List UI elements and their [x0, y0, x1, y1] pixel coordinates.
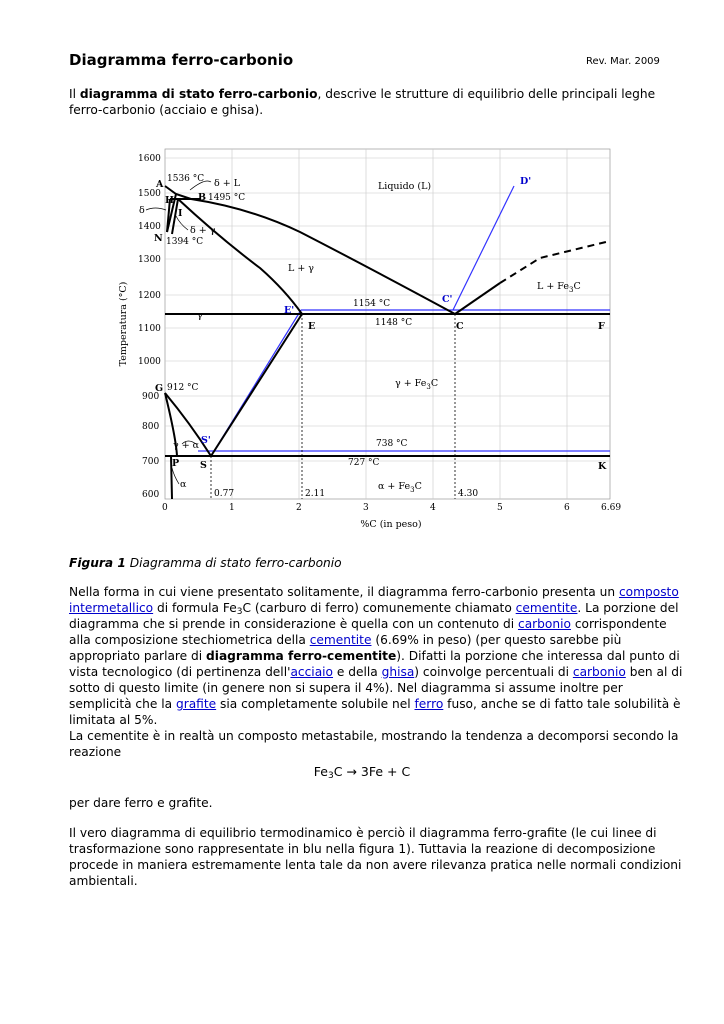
- y-tick: 1500: [138, 189, 161, 199]
- y-tick: 1100: [138, 324, 161, 334]
- revision-date: Rev. Mar. 2009: [586, 56, 660, 67]
- point-G: G: [155, 383, 164, 394]
- text: ). Difatti la porzione che interessa dal punto di vista tecnologico (di pertinenza dell': [69, 649, 680, 679]
- link-ghisa[interactable]: ghisa: [381, 665, 415, 679]
- temp-1394: 1394 °C: [166, 237, 204, 247]
- subscript: 3: [236, 607, 243, 617]
- text: fuso, anche se di fatto tale solubilità è limitata al 5%.: [69, 697, 681, 727]
- temp-727: 727 °C: [348, 458, 380, 468]
- caption-number: Figura 1: [69, 556, 126, 570]
- eq-subscript: 3: [328, 771, 334, 781]
- link-acciaio[interactable]: acciaio: [290, 665, 334, 679]
- label-L-fe3c: $L + Fe_3C$: [537, 281, 581, 294]
- y-tick: 800: [142, 422, 160, 432]
- text: ) coinvolge percentuali di: [414, 665, 573, 679]
- text: ben al di sotto di questo limite (in genere non si supera il 4%). Nel diagramma si assume inoltre per semplicità che la: [69, 665, 683, 711]
- intro-text: Il: [69, 87, 80, 101]
- intro-paragraph: [69, 86, 681, 118]
- label-delta-gamma: δ + γ: [190, 225, 216, 236]
- label-delta-L: δ + L: [214, 178, 241, 189]
- point-Cp: C': [442, 294, 453, 305]
- label-alpha-fe3c: $\alpha + Fe_3C$: [378, 481, 422, 494]
- text: La cementite è in realtà un composto metastabile, mostrando la tendenza a decomporsi secondo la reazione: [69, 729, 679, 759]
- body-paragraph-2: per dare ferro e grafite.: [69, 796, 213, 810]
- comp-430: 4.30: [458, 489, 479, 499]
- y-tick: 1400: [138, 222, 161, 232]
- x-tick: 4: [430, 503, 436, 513]
- y-tick: 700: [142, 457, 160, 467]
- link-carbonio[interactable]: carbonio: [572, 665, 626, 679]
- point-P: P: [172, 458, 180, 469]
- label-gamma: γ: [197, 310, 203, 321]
- x-tick: 1: [229, 503, 235, 513]
- point-K: K: [598, 461, 607, 472]
- link-ferro[interactable]: ferro: [414, 697, 444, 711]
- x-ticks: [162, 503, 621, 513]
- y-tick: 1200: [138, 291, 161, 301]
- x-axis-label: %C (in peso): [360, 519, 422, 530]
- label-gamma-fe3c: $\gamma + Fe_3C$: [395, 378, 439, 391]
- label-delta: δ: [139, 205, 145, 216]
- temp-1536: 1536 °C: [167, 174, 205, 184]
- link-cementite[interactable]: cementite: [309, 633, 372, 647]
- comp-211: 2.11: [305, 489, 326, 499]
- x-tick: 2: [296, 503, 302, 513]
- y-axis-label: Temperatura (°C): [118, 281, 129, 367]
- text: (6.69% in peso) (per questo sarebbe più appropriato parlare di: [69, 633, 622, 663]
- x-tick: 6.69: [601, 503, 622, 513]
- temp-738: 738 °C: [376, 439, 408, 449]
- eq-text: Fe: [313, 764, 328, 779]
- text: e della: [333, 665, 382, 679]
- figure-caption: [69, 556, 342, 570]
- page-title: Diagramma ferro-carbonio: [69, 51, 294, 69]
- link-grafite[interactable]: grafite: [175, 697, 217, 711]
- phase-diagram-svg: [110, 138, 648, 540]
- point-C: C: [456, 321, 464, 332]
- x-tick: 6: [564, 503, 570, 513]
- body-paragraph-3: Il vero diagramma di equilibrio termodinamico è perciò il diagramma ferro-grafite (le cui linee di trasformazione sono rappresentate in blu nella figura 1). Tuttavia la reazione di decomposizione procede in maniera estremamente lenta tale da non avere rilevanza pratica nelle normali condizioni ambientali.: [69, 826, 682, 888]
- temp-912: 912 °C: [167, 383, 199, 393]
- point-E: E: [308, 321, 316, 332]
- point-S: S: [200, 460, 207, 471]
- point-H: H: [165, 195, 174, 206]
- point-N: N: [154, 233, 163, 244]
- y-tick: 1300: [138, 255, 161, 265]
- label-L-gamma: L + γ: [288, 263, 314, 274]
- eq-text: C → 3Fe + C: [333, 764, 411, 779]
- text: sia completamente solubile nel: [216, 697, 415, 711]
- temp-1154: 1154 °C: [353, 299, 391, 309]
- y-tick: 600: [142, 490, 160, 500]
- point-Dp: D': [520, 176, 532, 187]
- bold-text: diagramma ferro-cementite: [206, 649, 397, 663]
- link-composto-intermetallico[interactable]: composto intermetallico: [69, 585, 679, 615]
- text: Nella forma in cui viene presentato solitamente, il diagramma ferro-carbonio presenta un: [69, 585, 619, 599]
- y-tick: 1000: [138, 357, 161, 367]
- point-Ep: E': [284, 305, 295, 316]
- label-alpha: α: [180, 479, 187, 490]
- link-cementite[interactable]: cementite: [515, 601, 578, 615]
- text: C (carburo di ferro) comunemente chiamato: [242, 601, 516, 615]
- reaction-equation: [0, 764, 724, 779]
- text: corrispondente alla composizione stechiometrica della: [69, 617, 667, 647]
- y-tick: 1600: [138, 154, 161, 164]
- x-tick: 0: [162, 503, 168, 513]
- x-tick: 3: [363, 503, 369, 513]
- temp-1148: 1148 °C: [375, 318, 413, 328]
- iron-carbon-diagram: [110, 138, 648, 540]
- y-tick: 900: [142, 392, 160, 402]
- link-carbonio[interactable]: carbonio: [518, 617, 571, 631]
- label-liquid: Liquido (L): [378, 181, 432, 192]
- intro-bold: diagramma di stato ferro-carbonio: [79, 87, 318, 101]
- body-paragraph-1: [69, 584, 683, 760]
- label-gamma-alpha: γ + α: [173, 440, 200, 451]
- intro-text: , descrive le strutture di equilibrio delle principali leghe ferro-carbonio (acciaio e ghisa).: [69, 87, 656, 117]
- temp-1495: 1495 °C: [208, 193, 246, 203]
- point-B: B: [198, 192, 207, 203]
- comp-077: 0.77: [214, 489, 235, 499]
- point-A: A: [156, 179, 164, 190]
- caption-text: Diagramma di stato ferro-carbonio: [125, 556, 342, 570]
- point-Sp: S': [201, 435, 211, 446]
- text: di formula Fe: [153, 601, 237, 615]
- x-tick: 5: [497, 503, 503, 513]
- text: . La porzione del diagramma che si prende in considerazione è quella con un contenuto di: [69, 601, 679, 631]
- point-F: F: [598, 321, 605, 332]
- point-I: I: [178, 208, 183, 219]
